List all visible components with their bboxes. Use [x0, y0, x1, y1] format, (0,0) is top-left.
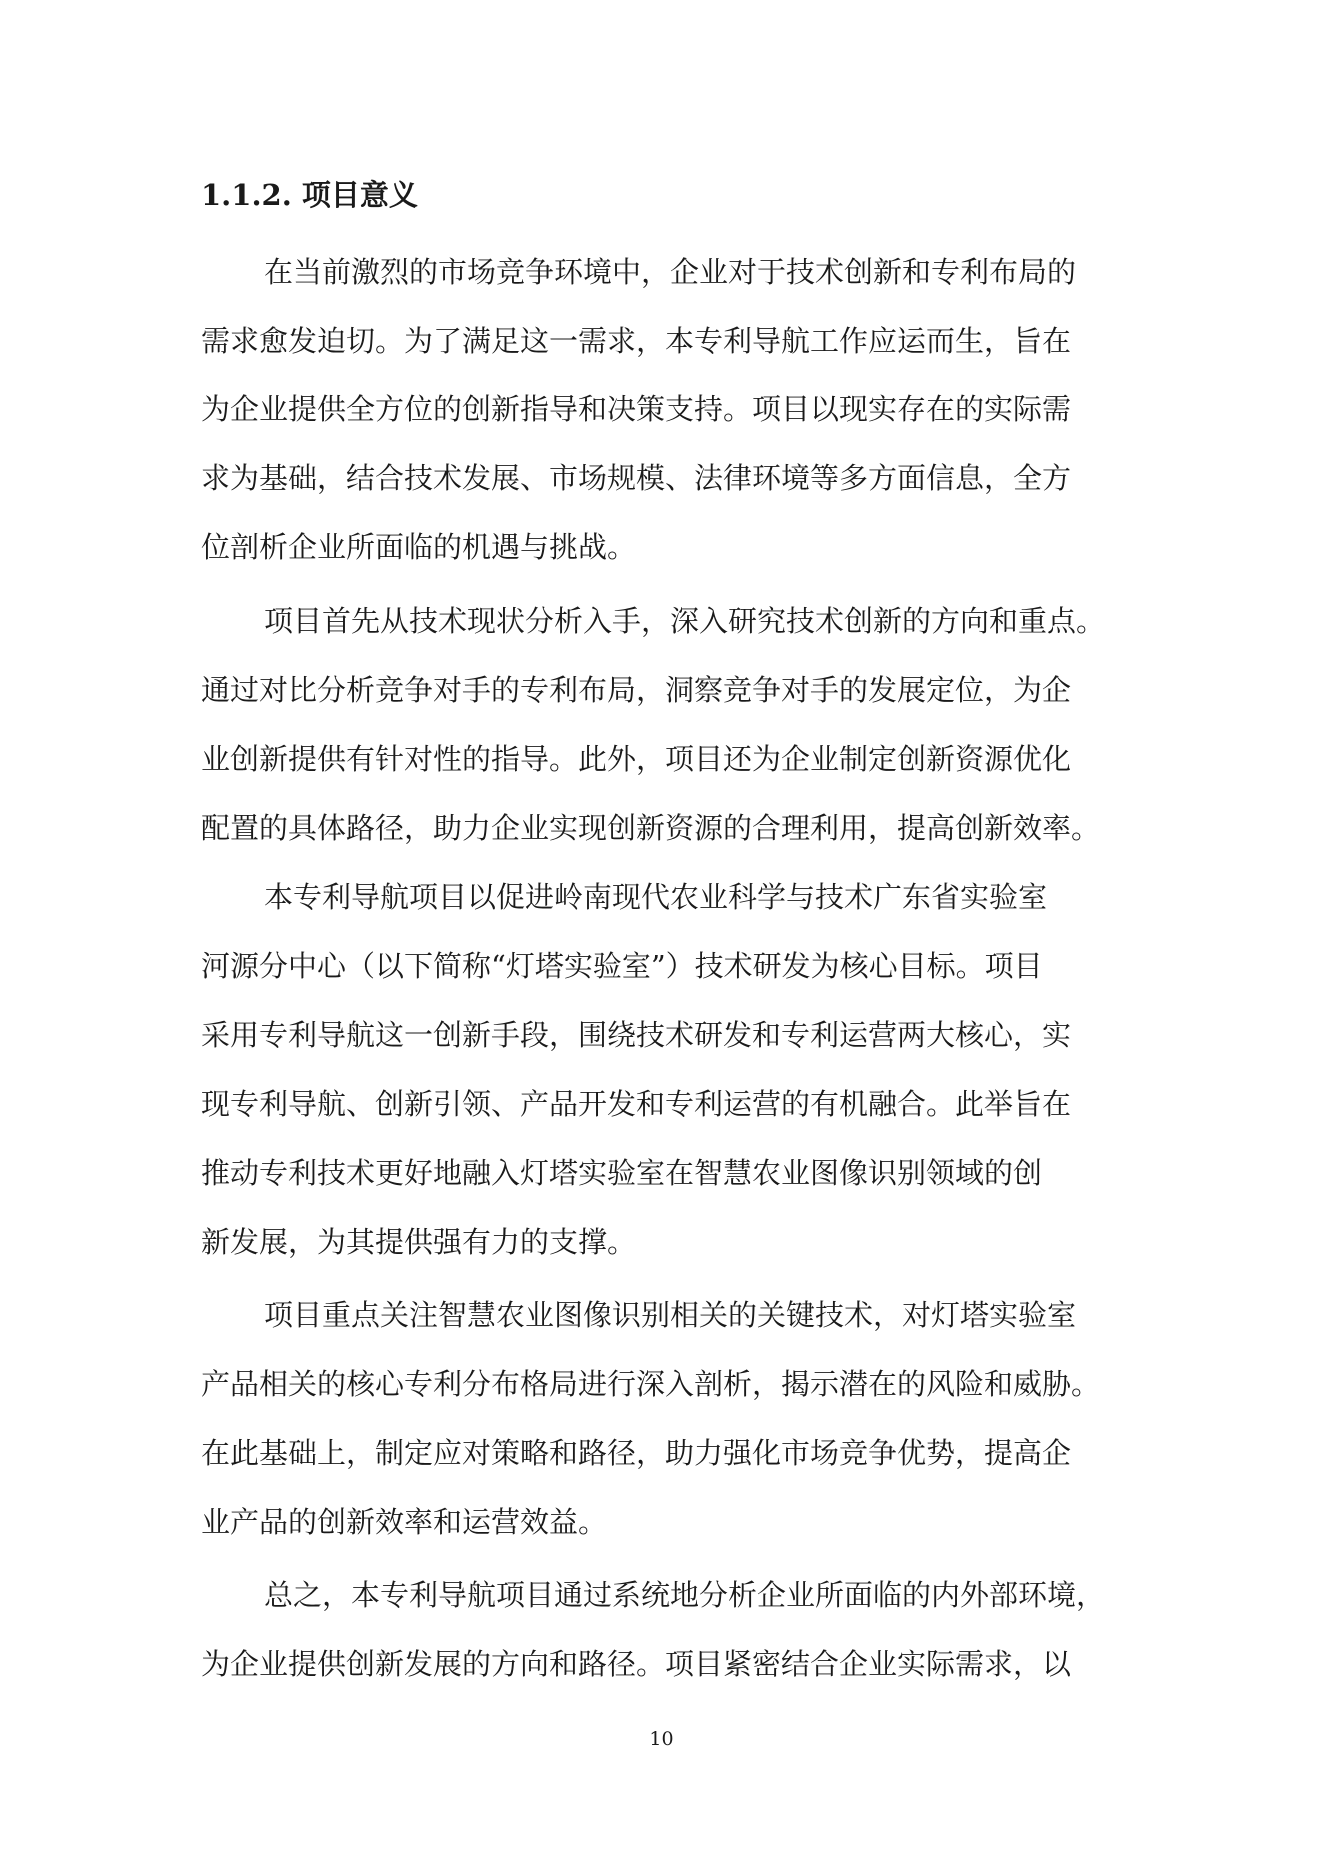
paragraph-3-line-1: 本专利导航项目以促进岭南现代农业科学与技术广东省实验室 — [264, 880, 1048, 914]
paragraph-5-line-2: 为企业提供创新发展的方向和路径。项目紧密结合企业实际需求，以 — [201, 1647, 1072, 1681]
section-heading: 1.1.2. 项目意义 — [201, 178, 418, 212]
paragraph-3-line-4: 现专利导航、创新引领、产品开发和专利运营的有机融合。此举旨在 — [201, 1087, 1072, 1121]
paragraph-1-line-5: 位剖析企业所面临的机遇与挑战。 — [201, 530, 637, 564]
paragraph-1-line-1: 在当前激烈的市场竞争环境中，企业对于技术创新和专利布局的 — [264, 255, 1077, 289]
paragraph-4-line-1: 项目重点关注智慧农业图像识别相关的关键技术，对灯塔实验室 — [264, 1298, 1077, 1332]
page-number: 10 — [649, 1728, 674, 1750]
paragraph-2-line-1: 项目首先从技术现状分析入手，深入研究技术创新的方向和重点。 — [264, 604, 1106, 638]
paragraph-2-line-3: 业创新提供有针对性的指导。此外，项目还为企业制定创新资源优化 — [201, 742, 1072, 776]
paragraph-3-line-5: 推动专利技术更好地融入灯塔实验室在智慧农业图像识别领域的创 — [201, 1156, 1043, 1190]
paragraph-5-line-1: 总之，本专利导航项目通过系统地分析企业所面临的内外部环境， — [264, 1578, 1106, 1612]
paragraph-3-line-6: 新发展，为其提供强有力的支撑。 — [201, 1225, 637, 1259]
paragraph-1-line-2: 需求愈发迫切。为了满足这一需求，本专利导航工作应运而生，旨在 — [201, 324, 1072, 358]
paragraph-2-line-2: 通过对比分析竞争对手的专利布局，洞察竞争对手的发展定位，为企 — [201, 673, 1072, 707]
paragraph-4-line-4: 业产品的创新效率和运营效益。 — [201, 1505, 608, 1539]
paragraph-1-line-3: 为企业提供全方位的创新指导和决策支持。项目以现实存在的实际需 — [201, 392, 1072, 426]
paragraph-3-line-2: 河源分中心（以下简称“灯塔实验室”）技术研发为核心目标。项目 — [201, 949, 1043, 983]
paragraph-2-line-4: 配置的具体路径，助力企业实现创新资源的合理利用，提高创新效率。 — [201, 811, 1101, 845]
paragraph-4-line-2: 产品相关的核心专利分布格局进行深入剖析，揭示潜在的风险和威胁。 — [201, 1367, 1101, 1401]
paragraph-4-line-3: 在此基础上，制定应对策略和路径，助力强化市场竞争优势，提高企 — [201, 1436, 1072, 1470]
paragraph-1-line-4: 求为基础，结合技术发展、市场规模、法律环境等多方面信息，全方 — [201, 461, 1072, 495]
paragraph-3-line-3: 采用专利导航这一创新手段，围绕技术研发和专利运营两大核心，实 — [201, 1018, 1072, 1052]
